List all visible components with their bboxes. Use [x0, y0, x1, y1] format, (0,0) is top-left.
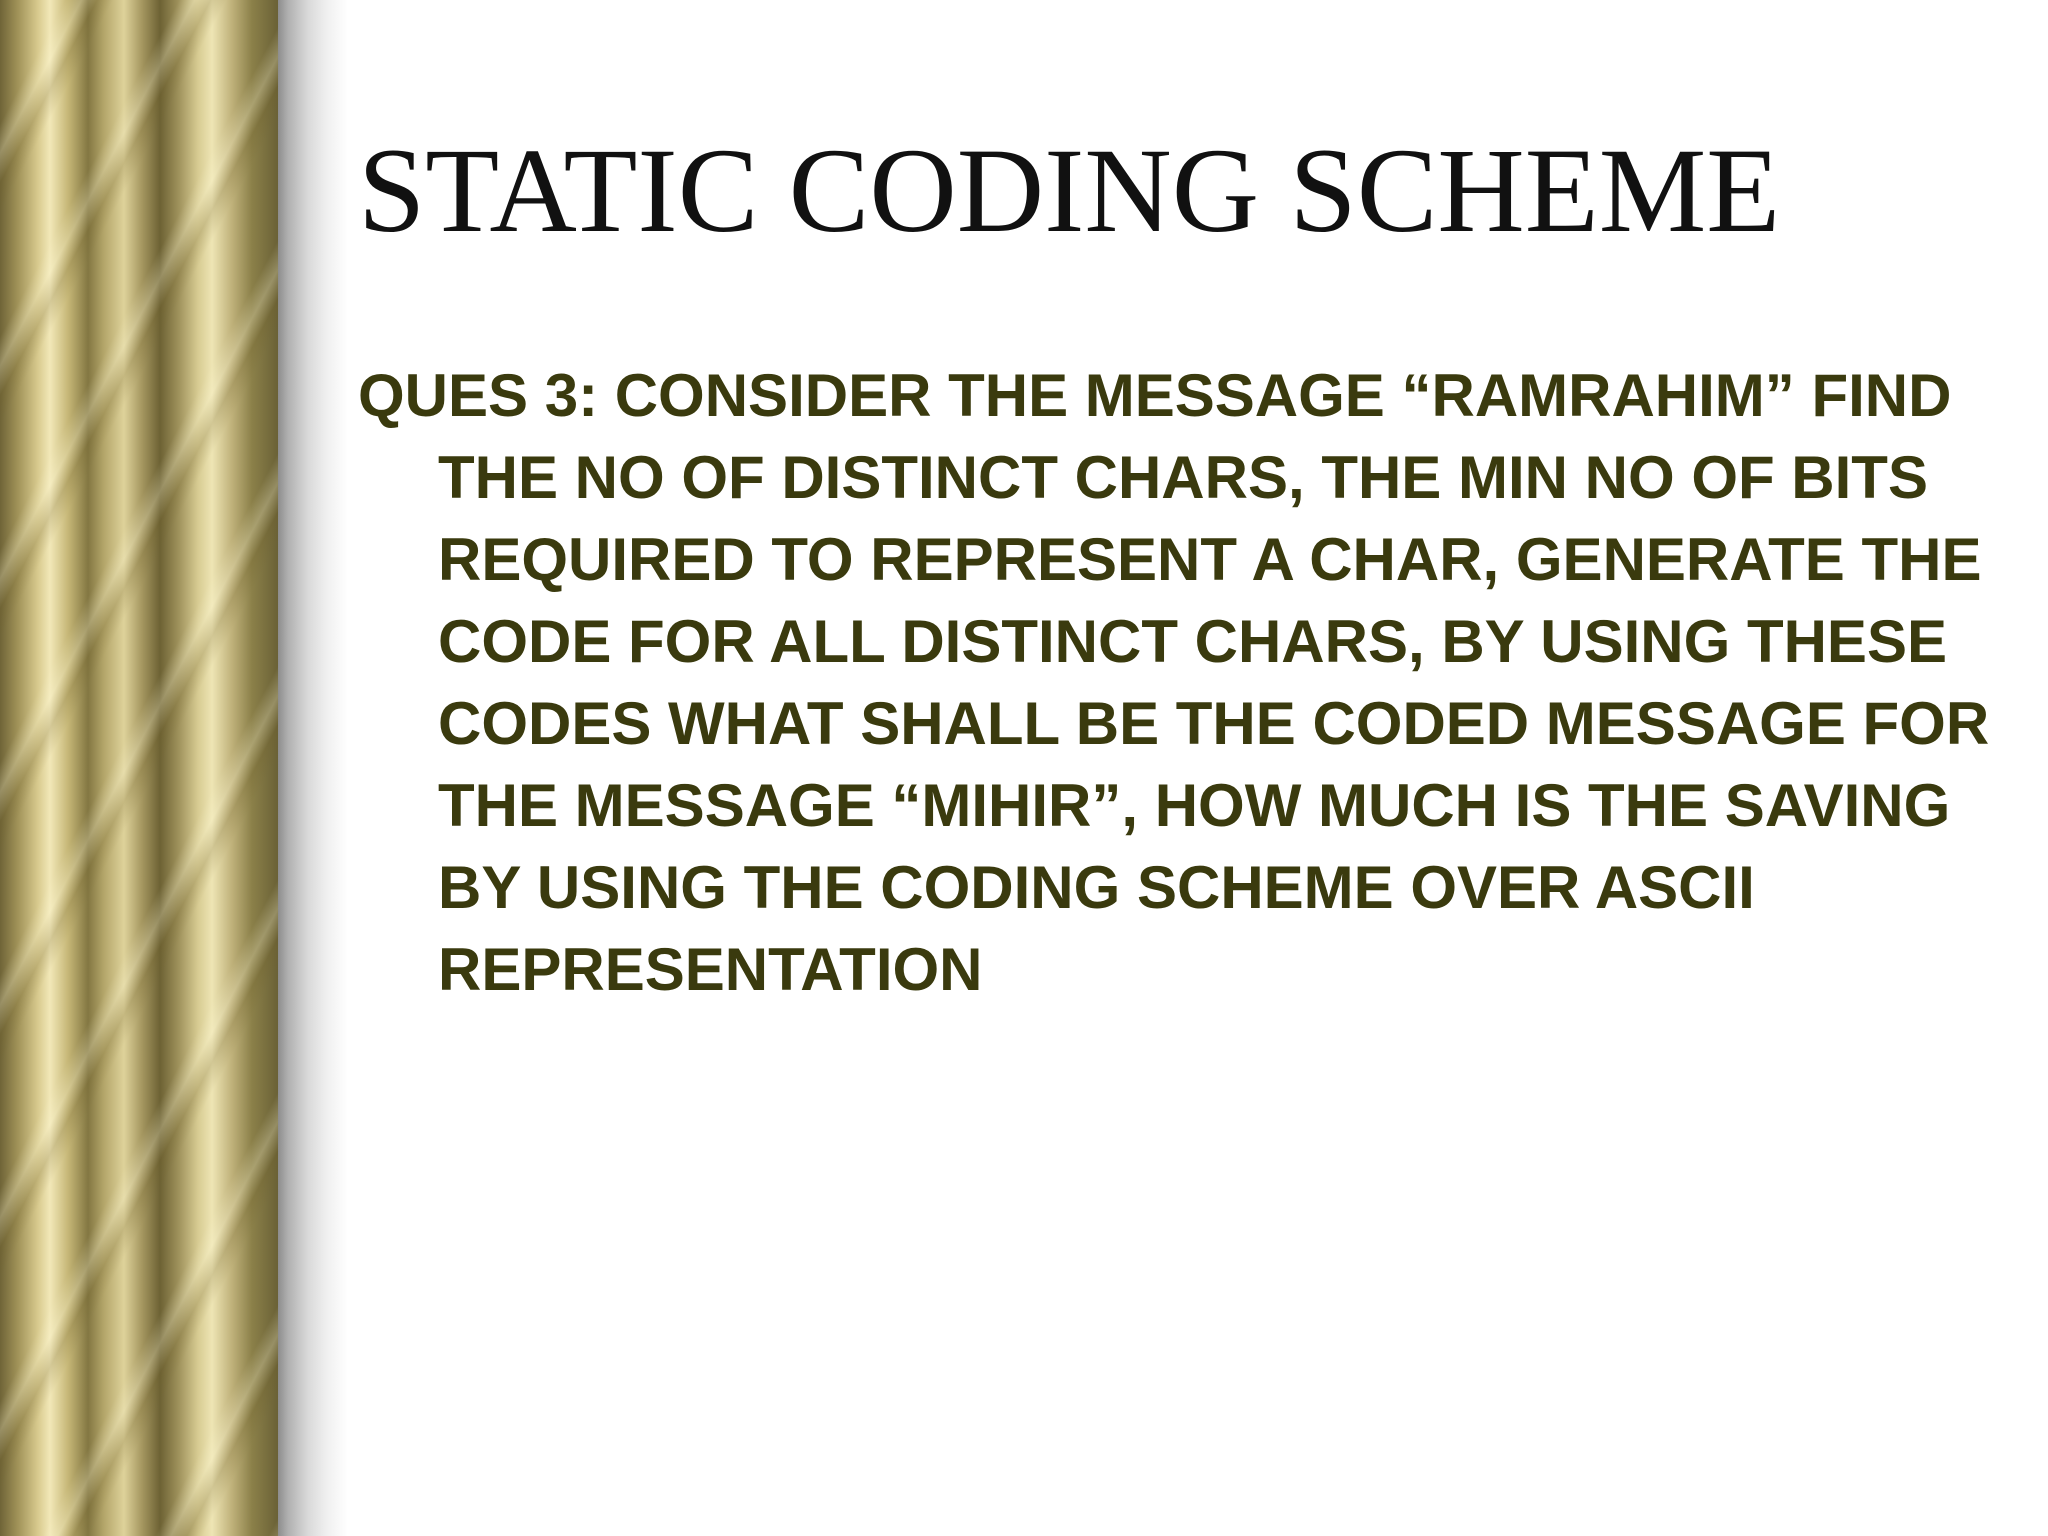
gold-pillar-decoration: [0, 0, 278, 1536]
slide-title: STATIC CODING SCHEME: [358, 124, 1781, 258]
question-text: QUES 3: CONSIDER THE MESSAGE “RAMRAHIM” FIND THE NO OF DISTINCT CHARS, THE MIN NO OF BITS REQUIRED TO REPRESENT A CHAR, GENERATE THE CODE FOR ALL DISTINCT CHARS, BY USING THESE CODES WHAT SHALL BE THE CODED MESSAGE FOR THE MESSAGE “MIHIR”, HOW MUCH IS THE SAVING BY USING THE CODING SCHEME OVER ASCII REPRESENTATION: [358, 362, 1990, 1003]
pillar-shadow: [278, 0, 348, 1536]
